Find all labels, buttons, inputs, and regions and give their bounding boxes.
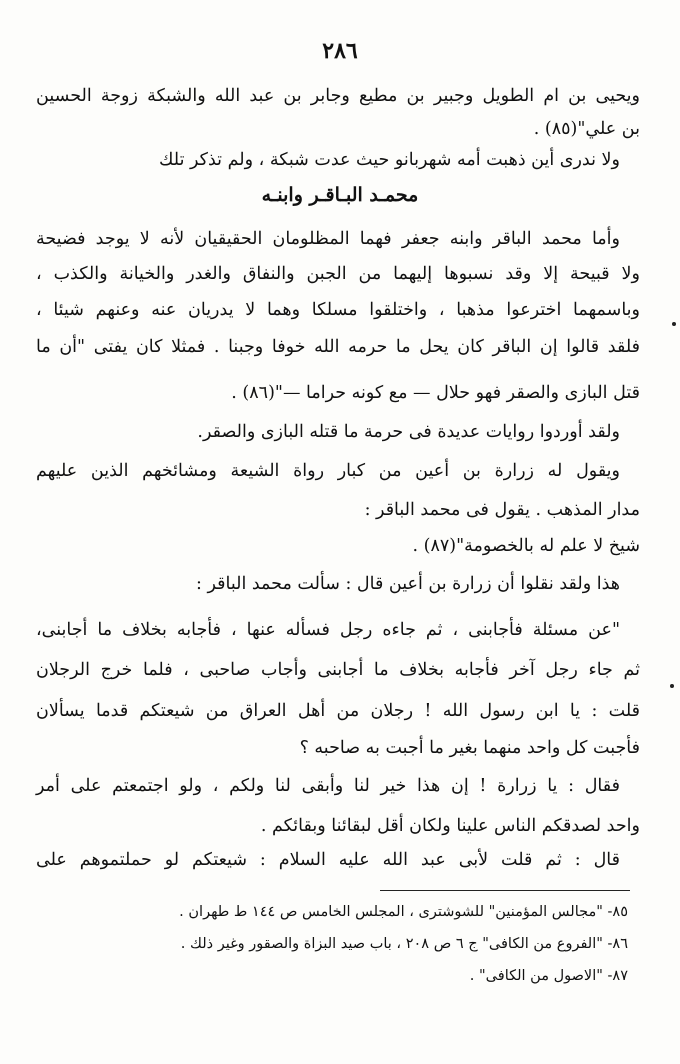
body-line: "عن مسئلة فأجابنى ، ثم جاءه رجل فسأله عنها ، فأجابه بخلاف ما أجابنى،: [36, 620, 620, 640]
body-line: فأجبت كل واحد منهما بغير ما أجبت به صاحبه ؟: [299, 738, 640, 758]
body-line: فقال : يا زرارة ! إن هذا خير لنا وأبقى لنا ولكم ، ولو اجتمعتم على أمر: [36, 776, 620, 796]
footnote: ٨٦- "الفروع من الكافى" ج ٦ ص ٢٠٨ ، باب صيد البزاة والصقور وغير ذلك .: [180, 936, 628, 952]
footnote: ٨٧- "الاصول من الكافى" .: [469, 968, 628, 984]
body-line: هذا ولقد نقلوا أن زرارة بن أعين قال : سألت محمد الباقر :: [196, 574, 620, 594]
body-line: مدار المذهب . يقول فى محمد الباقر :: [364, 500, 640, 520]
body-line: ولقد أوردوا روايات عديدة فى حرمة ما قتله البازى والصقر.: [197, 422, 620, 442]
body-line: قتل البازى والصقر فهو حلال — مع كونه حراما —"(٨٦) .: [231, 383, 640, 403]
body-line: ويحيى بن ام الطويل وجبير بن مطيع وجابر بن عبد الله والشبكة زوجة الحسين: [36, 86, 640, 106]
scan-speck: [672, 322, 676, 326]
body-line: ويقول له زرارة بن أعين من كبار رواة الشيعة ومشائخهم الذين عليهم: [36, 461, 620, 481]
page-number: ٢٨٦: [322, 38, 358, 64]
scan-speck: [670, 684, 674, 688]
footnote: ٨٥- "مجالس المؤمنين" للشوشترى ، المجلس الخامس ص ١٤٤ ط طهران .: [179, 904, 628, 920]
body-line: ولا ندرى أين ذهبت أمه شهربانو حيث عدت شبكة ، ولم تذكر تلك: [159, 150, 620, 170]
section-heading: محمـد البـاقـر وابنـه: [261, 184, 419, 206]
body-line: ثم جاء رجل آخر فأجابه بخلاف ما أجابنى وأجاب صاحبى ، فلما خرج الرجلان: [36, 660, 640, 680]
body-line: قال : ثم قلت لأبى عبد الله عليه السلام : شيعتكم لو حملتموهم على: [36, 850, 620, 870]
body-line: وأما محمد الباقر وابنه جعفر فهما المظلومان الحقيقيان لأنه لا يوجد فضيحة: [36, 229, 620, 249]
body-line: واحد لصدقكم الناس علينا ولكان أقل لبقائنا وبقائكم .: [260, 816, 640, 836]
body-line: قلت : يا ابن رسول الله ! رجلان من أهل العراق من شيعتكم قدما يسألان: [36, 701, 640, 721]
body-line: فلقد قالوا إن الباقر كان يحل ما حرمه الله خوفا وجبنا . فمثلا كان يفتى "أن ما: [36, 337, 640, 357]
body-line: ولا قبيحة إلا وقد نسبوها إليهما من الجبن والنفاق والغدر والخيانة والكذب ،: [36, 264, 640, 284]
footnote-divider: [380, 890, 630, 891]
body-line: شيخ لا علم له بالخصومة"(٨٧) .: [412, 536, 640, 556]
body-line: بن علي"(٨٥) .: [533, 119, 640, 139]
body-line: وباسمهما اخترعوا مذهبا ، واختلقوا مسلكا وهما لا يدريان عنه وعنهم شيئا ،: [36, 300, 640, 320]
